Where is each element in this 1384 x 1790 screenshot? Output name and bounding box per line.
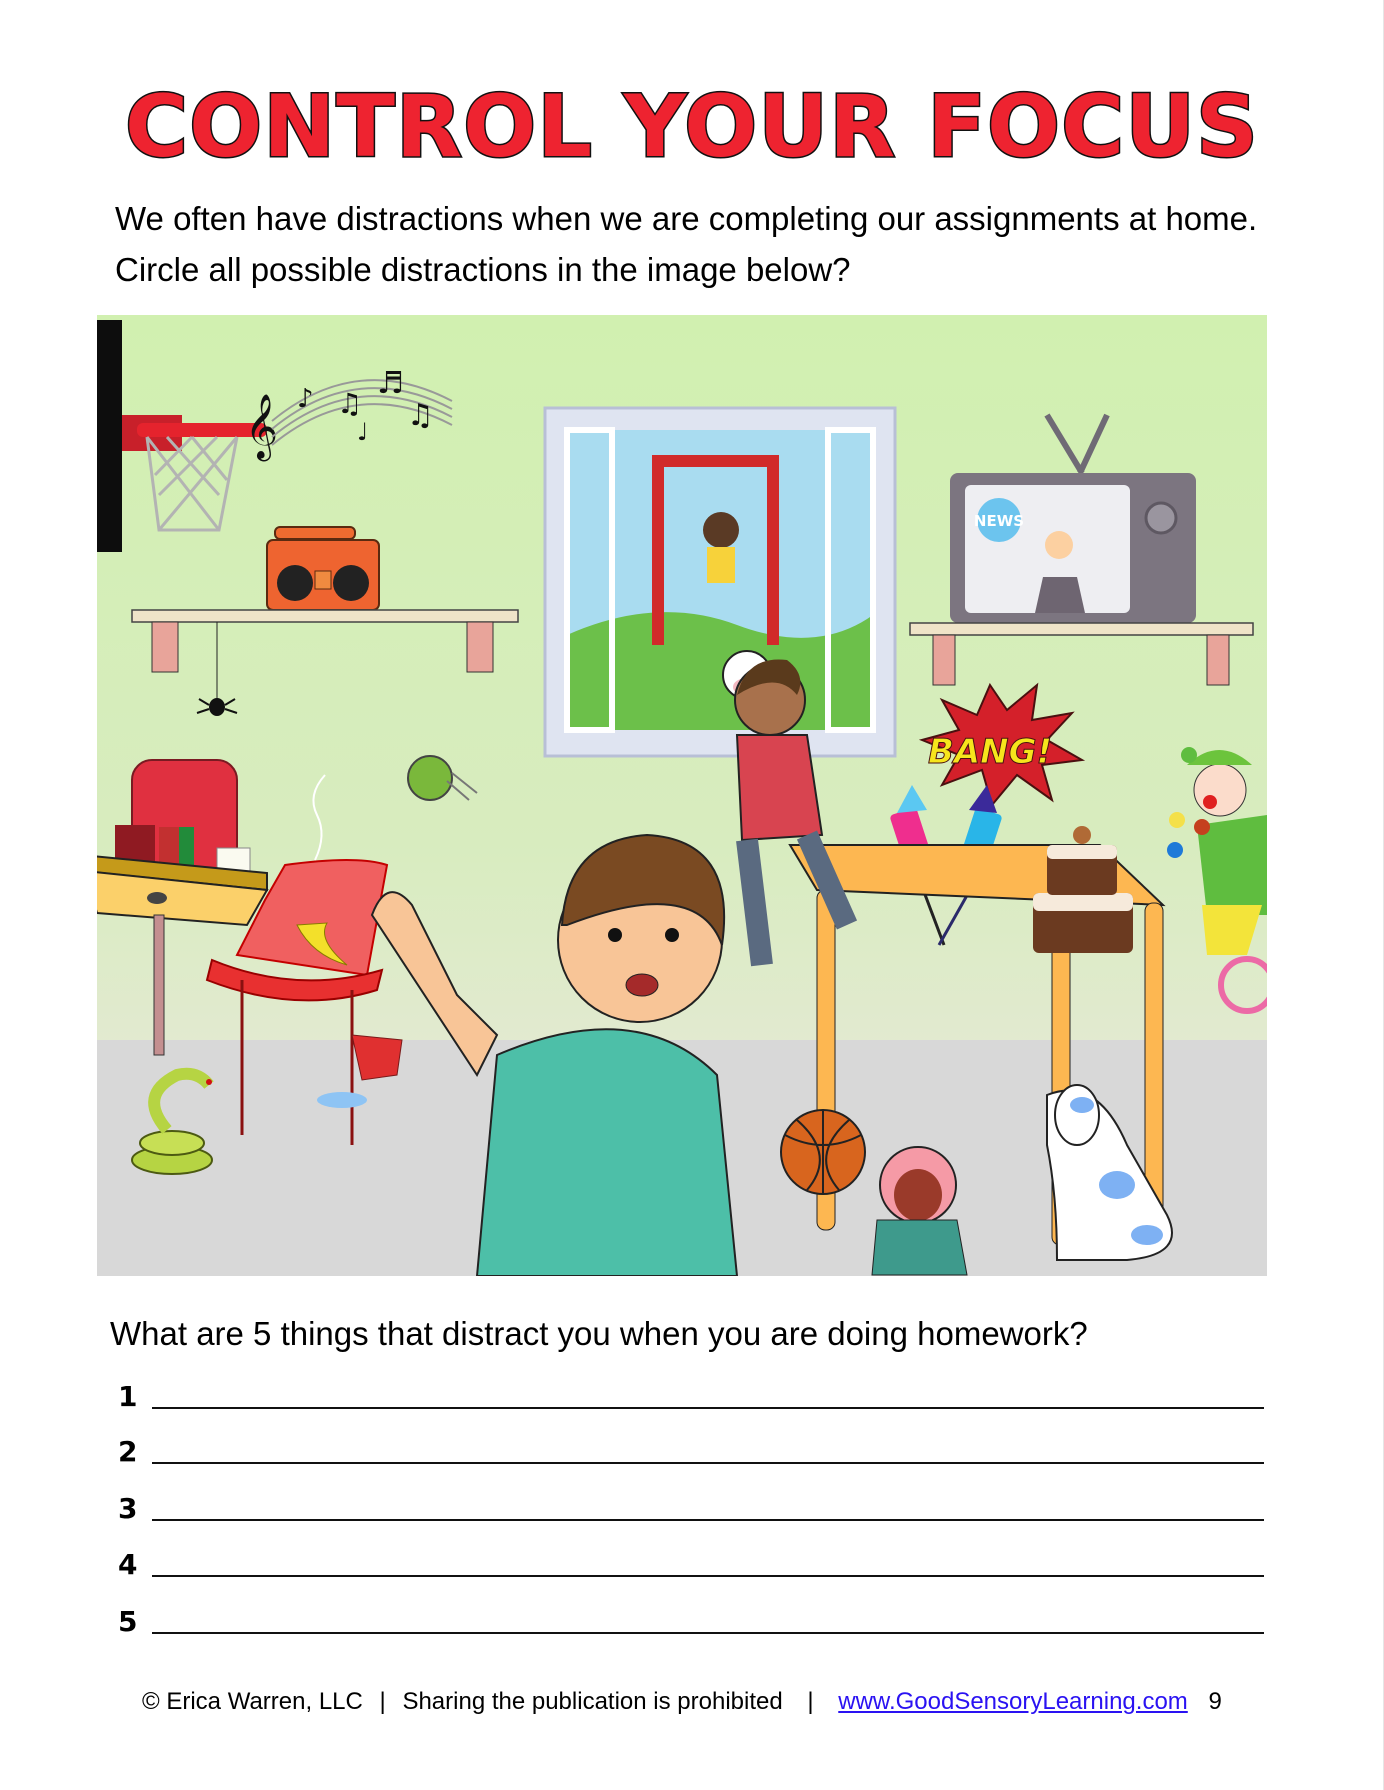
distractions-scene[interactable]	[97, 315, 1267, 1276]
left-shelf	[132, 610, 518, 672]
spider-icon	[197, 622, 237, 716]
svg-text:♫: ♫	[407, 398, 434, 433]
svg-text:♪: ♪	[297, 384, 314, 414]
footer	[142, 1688, 1222, 1716]
boombox-icon	[267, 527, 379, 610]
basketball-hoop-icon	[97, 320, 267, 552]
snake-icon	[132, 1074, 212, 1174]
homework-question: What are 5 things that distract you when you are doing homework?	[110, 1315, 1088, 1352]
answer-row-5[interactable]	[112, 1598, 1264, 1638]
svg-text:♩: ♩	[357, 418, 369, 446]
scene-illustration	[97, 315, 1267, 1276]
answer-number: 2	[118, 1435, 138, 1468]
svg-text:NEWS: NEWS	[973, 512, 1025, 530]
bang-burst-icon	[922, 685, 1082, 805]
right-shelf	[910, 623, 1253, 685]
crying-baby-icon	[872, 1147, 967, 1275]
answer-number: 5	[118, 1605, 138, 1638]
page-number: 9	[1208, 1688, 1222, 1715]
main-boy-icon	[372, 835, 737, 1276]
answer-row-2[interactable]	[112, 1428, 1264, 1468]
svg-text:BANG!: BANG!	[927, 732, 1053, 772]
intro-instructions: We often have distractions when we are completing our assignments at home. Circle all possible distractions in the image below?	[115, 200, 1258, 288]
answer-line-4[interactable]	[152, 1575, 1264, 1577]
window-icon	[545, 408, 895, 756]
answer-number: 3	[118, 1492, 138, 1525]
tennis-ball-icon	[408, 756, 477, 800]
basketball-icon	[781, 1110, 865, 1194]
sharing-notice: Sharing the publication is prohibited	[402, 1688, 783, 1715]
website-link[interactable]: www.GoodSensoryLearning.com	[838, 1688, 1188, 1715]
television-icon	[950, 415, 1196, 623]
clown-icon	[1167, 747, 1267, 1011]
svg-text:♫: ♫	[337, 387, 363, 420]
separator: |	[379, 1688, 386, 1715]
answer-line-5[interactable]	[152, 1632, 1264, 1634]
spilled-cup-icon	[317, 1035, 402, 1108]
svg-text:♬: ♬	[377, 366, 404, 401]
answer-number: 1	[118, 1380, 138, 1413]
copyright: © Erica Warren, LLC	[142, 1688, 363, 1715]
answer-line-3[interactable]	[152, 1519, 1264, 1521]
answer-line-1[interactable]	[152, 1407, 1264, 1409]
page-title: CONTROL YOUR FOCUS	[125, 77, 1259, 177]
music-notes-icon	[245, 366, 452, 461]
answer-line-2[interactable]	[152, 1462, 1264, 1464]
separator: |	[807, 1688, 814, 1715]
answer-row-4[interactable]	[112, 1541, 1264, 1581]
svg-text:𝄞: 𝄞	[245, 394, 279, 459]
answer-number: 4	[118, 1548, 138, 1581]
answer-row-3[interactable]	[112, 1485, 1264, 1525]
answer-row-1[interactable]	[112, 1373, 1264, 1413]
